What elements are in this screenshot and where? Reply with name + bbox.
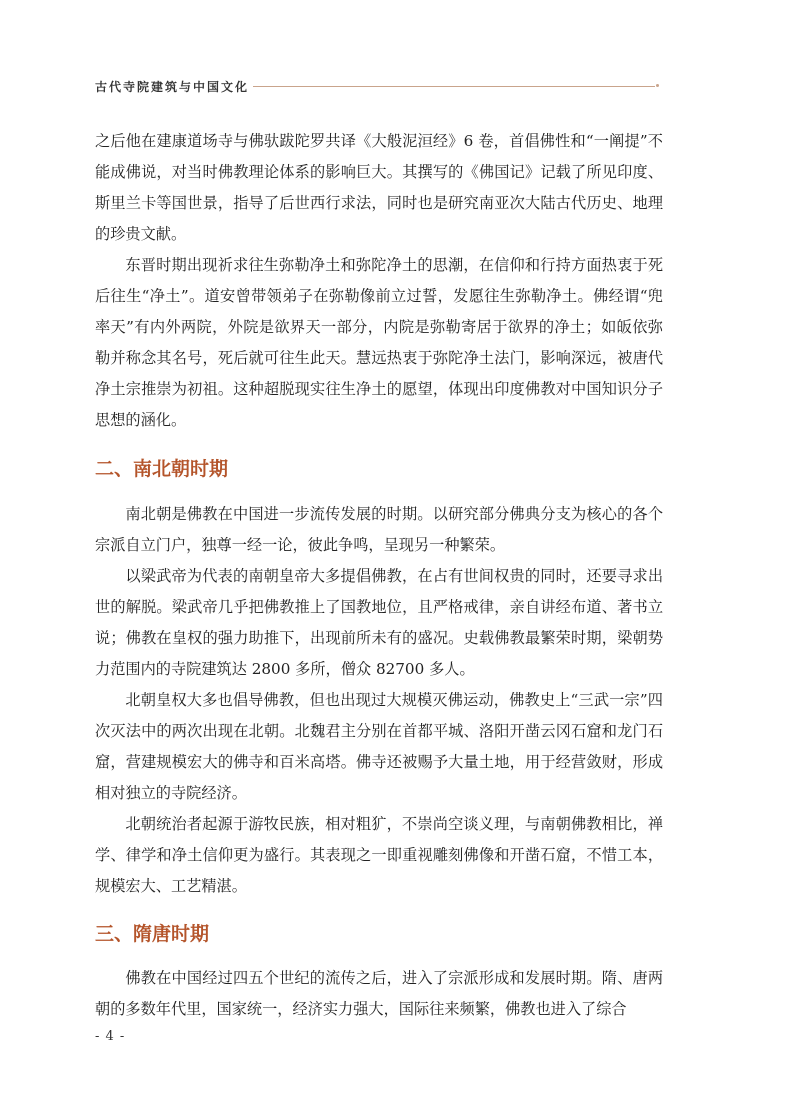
- running-header-title: 古代寺院建筑与中国文化: [95, 80, 250, 94]
- page-number: - 4 -: [95, 1029, 126, 1044]
- paragraph-7: 佛教在中国经过四五个世纪的流传之后，进入了宗派形成和发展时期。隋、唐两朝的多数年代里，国家统一，经济实力强大，国际往来频繁，佛教也进入了综合: [95, 969, 663, 1018]
- header-rule: [253, 86, 655, 87]
- paragraph-6: 北朝统治者起源于游牧民族，相对粗犷，不崇尚空谈义理，与南朝佛教相比，禅学、律学和净土信仰更为盛行。其表现之一即重视雕刻佛像和开凿石窟，不惜工本，规模宏大、工艺精湛。: [95, 815, 663, 895]
- paragraph-3: 南北朝是佛教在中国进一步流传发展的时期。以研究部分佛典分支为核心的各个宗派自立门户，独尊一经一论，彼此争鸣，呈现另一种繁荣。: [95, 505, 663, 554]
- paragraph-4: 以梁武帝为代表的南朝皇帝大多提倡佛教，在占有世间权贵的同时，还要寻求出世的解脱。梁武帝几乎把佛教推上了国教地位，且严格戒律，亲自讲经布道、著书立说；佛教在皇权的强力助推下，出现前所未有的盛况。史载佛教最繁荣时期，梁朝势力范围内的寺院建筑达 2800 多所，僧众 82700 多人。: [95, 567, 663, 678]
- paragraph-5: 北朝皇权大多也倡导佛教，但也出现过大规模灭佛运动，佛教史上“三武一宗”四次灭法中的两次出现在北朝。北魏君主分别在首都平城、洛阳开凿云冈石窟和龙门石窟，营建规模宏大的佛寺和百米高塔。佛寺还被赐予大量土地，用于经营敛财，形成相对独立的寺院经济。: [95, 691, 663, 802]
- page-body: [95, 126, 663, 1025]
- running-header: [95, 78, 665, 98]
- header-rule-end-dot: [656, 84, 659, 87]
- paragraph-2: 东晋时期出现祈求往生弥勒净土和弥陀净土的思潮，在信仰和行持方面热衷于死后往生“净土”。道安曾带领弟子在弥勒像前立过誓，发愿往生弥勒净土。佛经谓“兜率天”有内外两院，外院是欲界天一部分，内院是弥勒寄居于欲界的净土；如皈依弥勒并称念其名号，死后就可往生此天。慧远热衷于弥陀净土法门，影响深远，被唐代净土宗推崇为初祖。这种超脱现实往生净土的愿望，体现出印度佛教对中国知识分子思想的涵化。: [95, 256, 663, 429]
- section-heading-northern-southern: 二、南北朝时期: [95, 458, 229, 480]
- section-heading-sui-tang: 三、隋唐时期: [95, 923, 210, 945]
- paragraph-1: 之后他在建康道场寺与佛驮跋陀罗共译《大般泥洹经》6 卷，首倡佛性和“一阐提”不能成佛说，对当时佛教理论体系的影响巨大。其撰写的《佛国记》记载了所见印度、斯里兰卡等国世景，指导了后世西行求法，同时也是研究南亚次大陆古代历史、地理的珍贵文献。: [95, 132, 663, 243]
